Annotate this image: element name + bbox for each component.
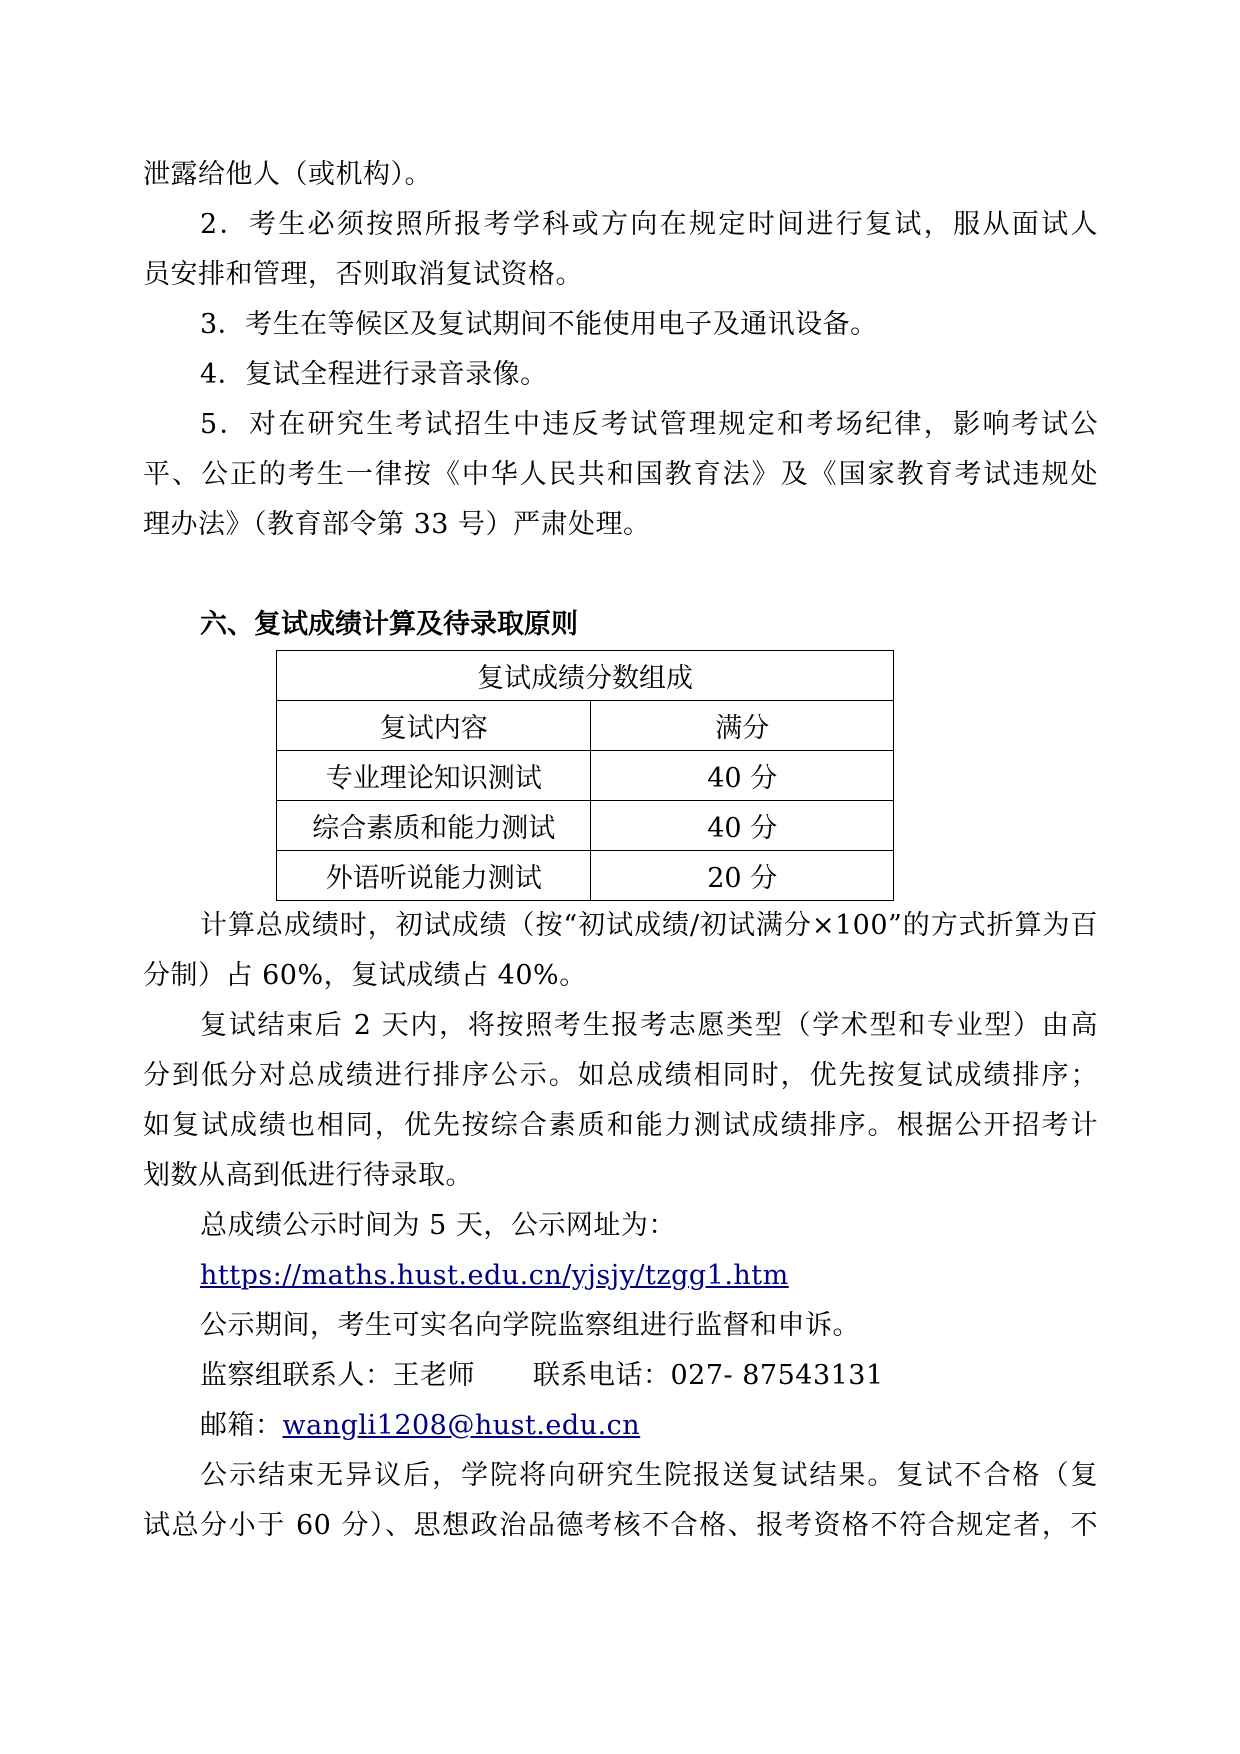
table-cell: 专业理论知识测试 [277,751,591,801]
paragraph-line: 分制）占 60%，复试成绩占 40%。 [143,960,587,991]
paragraph-line: 计算总成绩时，初试成绩（按“初试成绩/初试满分×100”的方式折算为百 [200,910,1098,941]
paragraph-line: 2．考生必须按照所报考学科或方向在规定时间进行复试，服从面试人 [200,209,1098,240]
paragraph-line: 员安排和管理，否则取消复试资格。 [143,259,583,290]
table-cell: 40 分 [591,801,894,851]
contact-person: 监察组联系人：王老师 [200,1360,475,1391]
table-cell: 外语听说能力测试 [277,851,591,901]
score-composition-table [276,650,894,901]
table-cell: 40 分 [591,751,894,801]
paragraph-line: 理办法》（教育部令第 33 号）严肃处理。 [143,509,651,540]
paragraph-line: 3．考生在等候区及复试期间不能使用电子及通讯设备。 [200,309,878,340]
paragraph-line: 平、公正的考生一律按《中华人民共和国教育法》及《国家教育考试违规处 [143,459,1098,490]
paragraph-line: 试总分小于 60 分）、思想政治品德考核不合格、报考资格不符合规定者，不 [143,1510,1098,1541]
paragraph-line: 如复试成绩也相同，优先按综合素质和能力测试成绩排序。根据公开招考计 [143,1110,1098,1141]
email-link[interactable]: wangli1208@hust.edu.cn [282,1410,641,1441]
paragraph-line: 泄露给他人（或机构）。 [143,159,432,190]
paragraph-line: 5．对在研究生考试招生中违反考试管理规定和考场纪律，影响考试公 [200,409,1098,440]
publicity-url-link[interactable]: https://maths.hust.edu.cn/yjsjy/tzgg1.htm [200,1260,789,1291]
table-row [277,801,894,851]
section-heading: 六、复试成绩计算及待录取原则 [200,609,578,640]
table-cell: 20 分 [591,851,894,901]
paragraph-line: 公示结束无异议后，学院将向研究生院报送复试结果。复试不合格（复 [200,1460,1098,1491]
email-line [143,1401,1098,1451]
contact-phone: 联系电话：027- 87543131 [533,1360,884,1391]
paragraph-line: 分到低分对总成绩进行排序公示。如总成绩相同时，优先按复试成绩排序； [143,1060,1098,1091]
contact-line [143,1351,1098,1401]
table-row [277,851,894,901]
table-cell: 综合素质和能力测试 [277,801,591,851]
table-header-row [277,701,894,751]
table-title-row [277,651,894,701]
url-line [143,1251,1098,1301]
column-header: 复试内容 [277,701,591,751]
paragraph-line: 复试结束后 2 天内，将按照考生报考志愿类型（学术型和专业型）由高 [200,1010,1098,1041]
email-label: 邮箱： [200,1410,283,1441]
table-row [277,751,894,801]
paragraph-line: 总成绩公示时间为 5 天，公示网址为： [200,1210,676,1241]
table-title: 复试成绩分数组成 [277,651,894,701]
paragraph-line: 4．复试全程进行录音录像。 [200,359,548,390]
document-page [143,150,1098,1551]
supervision-note: 公示期间，考生可实名向学院监察组进行监督和申诉。 [200,1310,860,1341]
column-header: 满分 [591,701,894,751]
paragraph-line: 划数从高到低进行待录取。 [143,1160,473,1191]
